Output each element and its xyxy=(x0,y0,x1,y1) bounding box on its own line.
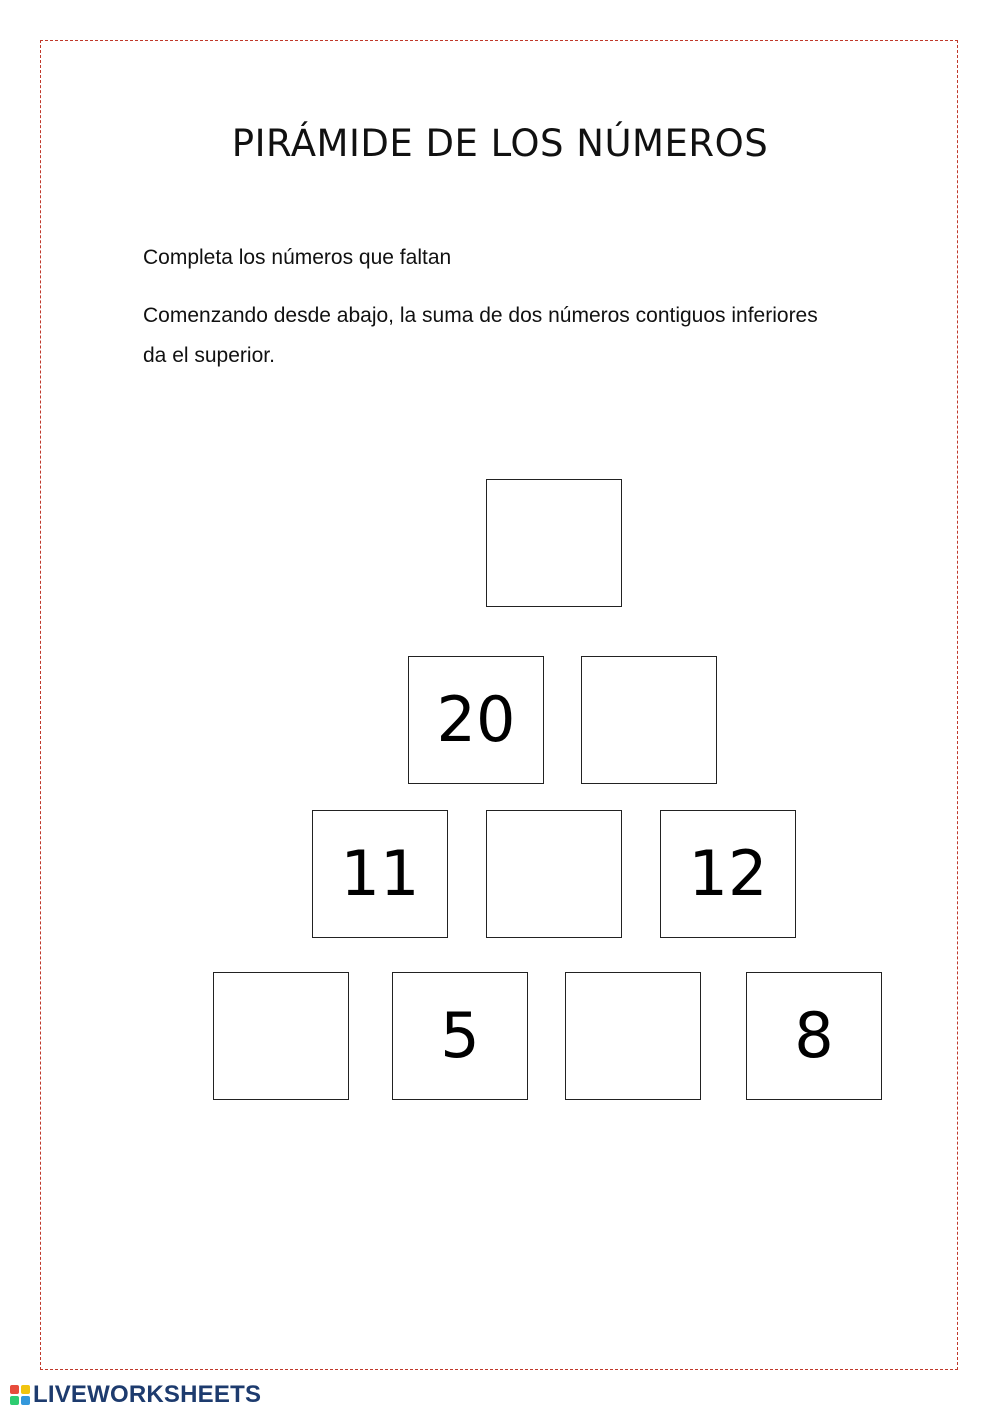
pyramid-value: 20 xyxy=(436,683,516,756)
pyramid-box-r3-c3[interactable] xyxy=(660,810,796,938)
logo-square xyxy=(21,1396,30,1405)
pyramid-value: 12 xyxy=(688,837,768,910)
logo-square xyxy=(10,1396,19,1405)
brand-name: LIVEWORKSHEETS xyxy=(33,1381,262,1408)
instruction-line-2: Comenzando desde abajo, la suma de dos números contiguos inferiores da el superior. xyxy=(143,304,818,367)
pyramid-box-r2-c2[interactable] xyxy=(581,656,717,784)
pyramid-box-r4-c4[interactable] xyxy=(746,972,882,1100)
page-title: PIRÁMIDE DE LOS NÚMEROS xyxy=(231,122,769,165)
liveworksheets-logo-icon xyxy=(10,1385,30,1405)
pyramid-box-r2-c1[interactable] xyxy=(408,656,544,784)
logo-square xyxy=(10,1385,19,1394)
pyramid-box-r4-c2[interactable] xyxy=(392,972,528,1100)
pyramid-box-r3-c1[interactable] xyxy=(312,810,448,938)
logo-square xyxy=(21,1385,30,1394)
pyramid-value: 5 xyxy=(440,999,480,1072)
pyramid-box-r4-c3[interactable] xyxy=(565,972,701,1100)
pyramid-box-r4-c1[interactable] xyxy=(213,972,349,1100)
pyramid-box-r1-c1[interactable] xyxy=(486,479,622,607)
instruction-line-1: Completa los números que faltan xyxy=(143,246,452,269)
footer-brand xyxy=(10,1380,261,1410)
pyramid-value: 8 xyxy=(794,999,834,1072)
pyramid-box-r3-c2[interactable] xyxy=(486,810,622,938)
pyramid-value: 11 xyxy=(340,837,420,910)
